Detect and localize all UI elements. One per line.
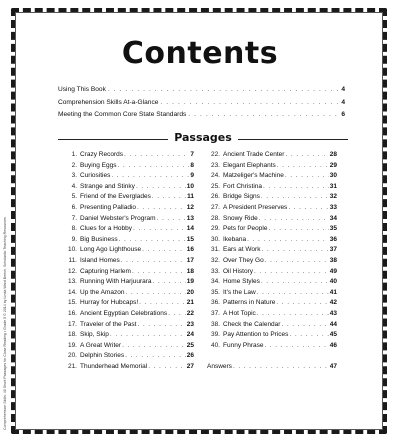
passage-title: Matzeliger's Machine <box>223 172 284 180</box>
dot-leader <box>142 246 186 253</box>
passage-number: 22. <box>210 151 220 158</box>
passage-entry[interactable] <box>64 321 194 332</box>
passage-entry[interactable] <box>64 331 194 342</box>
dot-leader <box>121 257 186 264</box>
page-number: 24 <box>186 331 194 339</box>
front-matter-item[interactable] <box>58 99 345 112</box>
passage-entry[interactable] <box>207 331 337 342</box>
page-number: 8 <box>190 161 194 169</box>
dot-leader <box>110 331 186 338</box>
page-number: 23 <box>186 320 194 328</box>
passage-title: Check the Calendar <box>223 320 281 328</box>
passage-number: 11. <box>68 256 77 264</box>
passage-entry[interactable] <box>207 236 337 247</box>
dot-leader <box>160 99 339 106</box>
passage-entry[interactable] <box>207 289 337 300</box>
copyright-note: Comprehension Skills: 40 Short Passages for Close Reading • Grade 5 © 2014 by Linda Ward Beech, Scholastic Teaching Resources <box>3 217 7 430</box>
passage-entry[interactable] <box>207 246 337 257</box>
page-number: 38 <box>329 256 337 264</box>
passage-title: Friend of the Everglades <box>80 193 151 201</box>
page-title: Contents <box>121 36 279 71</box>
passage-number: 33. <box>210 267 220 275</box>
passage-number: 25. <box>210 182 220 190</box>
front-matter-label: Comprehension Skills At-a-Glance <box>58 98 159 106</box>
passage-title: Clues for a Hobby <box>80 225 133 233</box>
passage-entry[interactable] <box>64 183 194 194</box>
passage-title: Fort Christina <box>223 182 263 190</box>
passage-title: Island Homes <box>80 256 120 264</box>
passage-number: 31. <box>210 246 220 254</box>
dot-leader <box>111 172 189 179</box>
dot-leader <box>153 278 186 285</box>
passage-number: 1. <box>71 151 77 158</box>
passage-entry[interactable] <box>64 310 194 321</box>
passage-entry[interactable] <box>207 268 337 279</box>
passage-entry[interactable] <box>64 342 194 353</box>
passage-title: A President Preserves <box>223 203 288 211</box>
passage-number: 23. <box>210 161 220 169</box>
page-number: 15 <box>186 235 194 243</box>
page-number: 14 <box>186 225 194 233</box>
page-number: 17 <box>186 256 194 264</box>
dot-leader <box>233 363 329 370</box>
page-number: 27 <box>186 362 194 370</box>
heading-rule-right <box>238 139 348 140</box>
answers-label: Answers <box>207 362 232 370</box>
passages-column-right <box>207 151 337 373</box>
dot-leader <box>118 162 190 169</box>
passage-entry[interactable] <box>64 225 194 236</box>
page-number: 4 <box>341 86 345 93</box>
dot-leader <box>259 215 329 222</box>
passage-number: 28. <box>210 214 220 222</box>
passage-number: 3. <box>71 172 77 180</box>
passage-entry[interactable] <box>207 310 337 321</box>
passage-number: 27. <box>210 203 220 211</box>
passage-entry[interactable] <box>207 278 337 289</box>
dot-leader <box>137 204 186 211</box>
page-number: 4 <box>341 98 345 106</box>
page-number: 12 <box>186 203 194 211</box>
passage-number: 13. <box>67 278 77 286</box>
passage-entry[interactable] <box>64 257 194 268</box>
dot-leader <box>168 310 186 317</box>
dot-leader <box>132 268 186 275</box>
answers-entry[interactable] <box>207 363 337 374</box>
passage-entry[interactable] <box>207 299 337 310</box>
dot-leader <box>261 246 328 253</box>
passages-heading <box>58 131 348 147</box>
passage-entry[interactable] <box>207 321 337 332</box>
dot-leader <box>281 321 328 328</box>
page-number: 22 <box>186 309 194 317</box>
dot-leader <box>139 299 186 306</box>
passage-title: Traveler of the Past <box>80 320 137 328</box>
page-number: 21 <box>186 299 194 307</box>
page-number: 41 <box>329 288 337 296</box>
page-number: 47 <box>329 362 337 370</box>
passage-entry[interactable] <box>64 363 194 374</box>
dot-leader <box>122 342 186 349</box>
page-number: 6 <box>341 111 345 118</box>
page-number: 9 <box>190 172 194 180</box>
dot-leader <box>119 236 186 243</box>
passage-number: 2. <box>71 161 77 169</box>
front-matter-list <box>58 86 345 124</box>
passages-heading-text: Passages <box>174 131 232 144</box>
passage-title: Crazy Records <box>80 151 123 158</box>
passage-entry[interactable] <box>207 204 337 215</box>
page-number: 29 <box>329 161 337 169</box>
passage-number: 4. <box>71 182 77 190</box>
passage-number: 12. <box>67 267 77 275</box>
passage-title: Home Styles <box>223 278 260 286</box>
passage-entry[interactable] <box>207 257 337 268</box>
passage-title: Delphin Stories <box>80 352 125 360</box>
dot-leader <box>285 172 329 179</box>
page-number: 32 <box>329 193 337 201</box>
dot-leader <box>125 289 185 296</box>
passage-title: Buying Eggs <box>80 161 117 169</box>
dot-leader <box>136 183 186 190</box>
passage-title: Ancient Trade Center <box>223 151 285 158</box>
dot-leader <box>152 193 186 200</box>
passage-title: Daniel Webster's Program <box>80 214 156 222</box>
passage-title: Hurray for Hubcaps! <box>80 299 139 307</box>
page-number: 20 <box>186 288 194 296</box>
passage-entry[interactable] <box>64 236 194 247</box>
passage-title: Over They Go <box>223 256 264 264</box>
passage-entry[interactable] <box>64 172 194 183</box>
page-number: 28 <box>329 151 337 158</box>
front-matter-label: Using This Book <box>58 86 106 93</box>
passage-number: 39. <box>210 331 220 339</box>
passage-entry[interactable] <box>207 342 337 353</box>
passage-title: Bridge Signs <box>223 193 260 201</box>
dot-leader <box>264 342 328 349</box>
passage-number: 38. <box>210 320 220 328</box>
passage-number: 29. <box>210 225 220 233</box>
dot-leader <box>289 331 328 338</box>
passage-title: Oil History <box>223 267 253 275</box>
passage-number: 16. <box>67 309 77 317</box>
dot-leader <box>133 225 186 232</box>
dot-leader <box>137 321 185 328</box>
dot-leader <box>285 151 328 158</box>
passage-title: A Great Writer <box>80 341 122 349</box>
page-number: 44 <box>329 320 337 328</box>
dot-leader <box>288 204 328 211</box>
passage-number: 10. <box>67 246 77 254</box>
passage-number: 6. <box>71 203 77 211</box>
dot-leader <box>261 193 329 200</box>
passage-title: Thunderhead Memorial <box>80 362 148 370</box>
page-number: 43 <box>329 309 337 317</box>
page-number: 42 <box>329 299 337 307</box>
page-number: 45 <box>329 331 337 339</box>
page-number: 30 <box>329 172 337 180</box>
passage-entry[interactable] <box>64 289 194 300</box>
passage-entry[interactable] <box>64 193 194 204</box>
passage-number: 37. <box>210 309 220 317</box>
passage-number: 21. <box>67 362 77 370</box>
page-number: 34 <box>329 214 337 222</box>
passage-number: 40. <box>210 341 220 349</box>
page-number: 49 <box>329 267 337 275</box>
page-number: 11 <box>187 193 194 201</box>
passage-number: 7. <box>71 214 77 222</box>
page-number: 26 <box>186 352 194 360</box>
dot-leader <box>124 151 189 158</box>
page-number: 37 <box>329 246 337 254</box>
passage-title: Running With Harjuurara <box>80 278 152 286</box>
dot-leader <box>268 225 328 232</box>
passage-entry[interactable] <box>207 183 337 194</box>
passage-title: Snowy Ride <box>223 214 258 222</box>
page-number: 13 <box>186 214 194 222</box>
passage-number: 15. <box>67 299 77 307</box>
passage-title: Funny Phrase <box>223 341 264 349</box>
passage-entry[interactable] <box>64 246 194 257</box>
passage-number: 24. <box>210 172 220 180</box>
page-number: 10 <box>186 182 194 190</box>
passage-title: Strange and Stinky <box>80 182 135 190</box>
page-number: 18 <box>186 267 194 275</box>
passage-entry[interactable] <box>64 215 194 226</box>
passage-number: 34. <box>210 278 220 286</box>
passage-title: Up the Amazon <box>80 288 125 296</box>
passage-title: Ancient Egyptian Celebrations <box>80 309 168 317</box>
passage-title: Curiosities <box>80 172 111 180</box>
passage-entry[interactable] <box>64 162 194 173</box>
page-number: 46 <box>329 341 337 349</box>
dot-leader <box>108 86 339 93</box>
spacer <box>207 352 337 363</box>
passage-entry[interactable] <box>207 225 337 236</box>
page-number: 31 <box>329 182 337 190</box>
passage-title: Pay Attention to Prices <box>223 331 289 339</box>
front-matter-item[interactable] <box>58 111 345 124</box>
passage-number: 18. <box>67 331 77 339</box>
passages-column-left <box>64 151 194 373</box>
passage-title: Ikebana <box>223 235 247 243</box>
dot-leader <box>247 236 329 243</box>
passage-entry[interactable] <box>207 172 337 183</box>
dot-leader <box>261 278 329 285</box>
page-number: 7 <box>190 151 194 158</box>
passage-number: 14. <box>67 288 77 296</box>
passage-entry[interactable] <box>207 193 337 204</box>
dot-leader <box>254 268 329 275</box>
passage-title: Big Business <box>80 235 118 243</box>
dot-leader <box>276 299 328 306</box>
front-matter-item[interactable] <box>58 86 345 99</box>
page-number: 33 <box>329 203 337 211</box>
dot-leader <box>265 257 329 264</box>
passage-number: 20. <box>67 352 77 360</box>
passage-title: A Hot Topic <box>223 309 256 317</box>
passage-title: Capturing Harlem <box>80 267 131 275</box>
dot-leader <box>277 162 329 169</box>
dot-leader <box>257 310 329 317</box>
passage-title: Elegant Elephants <box>223 161 276 169</box>
passage-entry[interactable] <box>64 151 194 162</box>
passage-entry[interactable] <box>207 162 337 173</box>
dot-leader <box>257 289 329 296</box>
passage-entry[interactable] <box>64 352 194 363</box>
passage-number: 32. <box>210 256 220 264</box>
dot-leader <box>157 215 186 222</box>
passage-entry[interactable] <box>207 151 337 162</box>
passage-number: 30. <box>210 235 220 243</box>
passage-title: Pets for People <box>223 225 268 233</box>
passage-title: Patterns in Nature <box>223 299 276 307</box>
passage-number: 5. <box>71 193 77 201</box>
passage-number: 17. <box>67 320 77 328</box>
passage-title: Ears at Work <box>223 246 261 254</box>
dot-leader <box>148 363 186 370</box>
page-number: 25 <box>186 341 194 349</box>
passage-title: Presenting Palladio <box>80 203 137 211</box>
passage-title: Long Ago Lighthouse <box>80 246 142 254</box>
passage-number: 36. <box>210 299 220 307</box>
passage-number: 35. <box>210 288 220 296</box>
page-number: 35 <box>329 225 337 233</box>
passage-number: 26. <box>210 193 220 201</box>
passage-entry[interactable] <box>64 268 194 279</box>
passage-entry[interactable] <box>64 204 194 215</box>
page-number: 16 <box>186 246 194 254</box>
passage-entry[interactable] <box>64 299 194 310</box>
dot-leader <box>263 183 329 190</box>
front-matter-label: Meeting the Common Core State Standards <box>58 111 187 118</box>
page-number: 36 <box>329 235 337 243</box>
page-number: 40 <box>329 278 337 286</box>
page-number: 19 <box>186 278 194 286</box>
passage-title: Skip, Skip <box>80 331 109 339</box>
passage-entry[interactable] <box>64 278 194 289</box>
passage-number: 9. <box>71 235 77 243</box>
passage-title: It's the Law <box>223 288 256 296</box>
passage-entry[interactable] <box>207 215 337 226</box>
dot-leader <box>188 111 339 118</box>
dot-leader <box>125 352 186 359</box>
passage-number: 8. <box>71 225 77 233</box>
passage-number: 19. <box>67 341 77 349</box>
